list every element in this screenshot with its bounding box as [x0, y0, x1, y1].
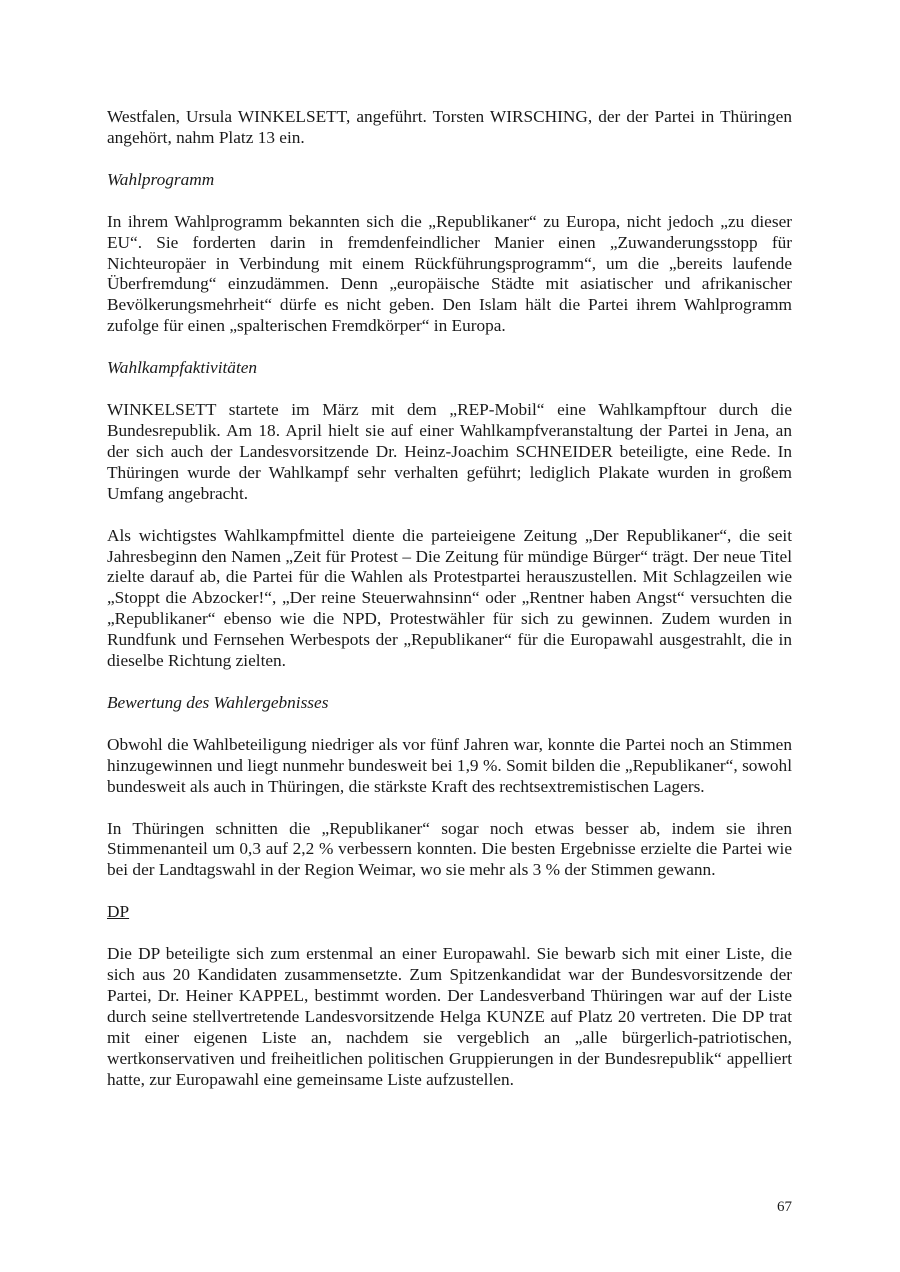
section-heading-bewertung: Bewertung des Wahlergebnisses	[107, 692, 329, 712]
section-heading-dp: DP	[107, 902, 130, 922]
paragraph-bewertung-thueringen: In Thüringen schnitten die „Republikaner“ sogar noch etwas besser ab, indem sie ihren Stimmenanteil um 0,3 auf 2,2 % verbessern konnten. Die besten Ergebnisse erzielte die Partei wie bei der Landtagswahl in der Region Weimar, wo sie mehr als 3 % der Stimmen gewann.	[107, 818, 792, 880]
section-heading-wahlprogramm: Wahlprogramm	[107, 169, 215, 189]
section-heading-wahlkampfaktivitaeten: Wahlkampfaktivitäten	[107, 358, 258, 378]
paragraph-bewertung-bund: Obwohl die Wahlbeteiligung niedriger als vor fünf Jahren war, konnte die Partei noch an Stimmen hinzugewinnen und liegt nunmehr bundesweit bei 1,9 %. Somit bilden die „Republikaner“, sowohl bundesweit als auch in Thüringen, die stärkste Kraft des rechtsextremistischen Lagers.	[107, 734, 792, 796]
paragraph-dp: Die DP beteiligte sich zum erstenmal an einer Europawahl. Sie bewarb sich mit einer Liste, die sich aus 20 Kandidaten zusammensetzte. Zum Spitzenkandidat war der Bundesvorsitzende der Partei, Dr. Heiner KAPPEL, bestimmt worden. Der Landesverband Thüringen war auf der Liste durch seine stellvertretende Landesvorsitzende Helga KUNZE auf Platz 20 vertreten. Die DP trat mit einer eigenen Liste an, nachdem sie vergeblich an „alle bürgerlich-patriotischen, wertkonservativen und freiheitlichen politischen Gruppierungen in der Bundesrepublik“ appelliert hatte, zur Europawahl eine gemeinsame Liste aufzustellen.	[107, 944, 792, 1089]
page-number: 67	[777, 1199, 792, 1215]
paragraph-wahlprogramm: In ihrem Wahlprogramm bekannten sich die „Republikaner“ zu Europa, nicht jedoch „zu dieser EU“. Sie forderten darin in fremdenfeindlicher Manier einen „Zuwanderungsstopp für Nichteuropäer in Verbindung mit einem Rückführungsprogramm“, um die „bereits laufende Überfremdung“ einzudämmen. Denn „europäische Städte mit asiatischer und afrikanischer Bevölkerungsmehrheit“ dürfe es nicht geben. Den Islam hält die Partei ihrem Wahlprogramm zufolge für einen „spalterischen Fremdkörper“ in Europa.	[107, 211, 792, 336]
paragraph-intro: Westfalen, Ursula WINKELSETT, angeführt. Torsten WIRSCHING, der der Partei in Thüringen angehört, nahm Platz 13 ein.	[107, 107, 792, 147]
paragraph-wahlkampftour: WINKELSETT startete im März mit dem „REP-Mobil“ eine Wahlkampftour durch die Bundesrepublik. Am 18. April hielt sie auf einer Wahlkampfveranstaltung der Partei in Jena, an der sich auch der Landesvorsitzende Dr. Heinz-Joachim SCHNEIDER beteiligte, eine Rede. In Thüringen wurde der Wahlkampf sehr verhalten geführt; lediglich Plakate wurden in großem Umfang angebracht.	[107, 400, 792, 503]
paragraph-wahlkampfmittel: Als wichtigstes Wahlkampfmittel diente die parteieigene Zeitung „Der Republikaner“, die seit Jahresbeginn den Namen „Zeit für Protest – Die Zeitung für mündige Bürger“ trägt. Der neue Titel zielte darauf ab, die Partei für die Wahlen als Protestpartei herauszustellen. Mit Schlagzeilen wie „Stoppt die Abzocker!“, „Der reine Steuerwahnsinn“ oder „Rentner haben Angst“ versuchten die „Republikaner“ ebenso wie die NPD, Protestwähler für sich zu gewinnen. Zudem wurden in Rundfunk und Fernsehen Werbespots der „Republikaner“ für die Europawahl ausgestrahlt, die in dieselbe Richtung zielten.	[107, 525, 792, 671]
document-body	[107, 107, 792, 1112]
